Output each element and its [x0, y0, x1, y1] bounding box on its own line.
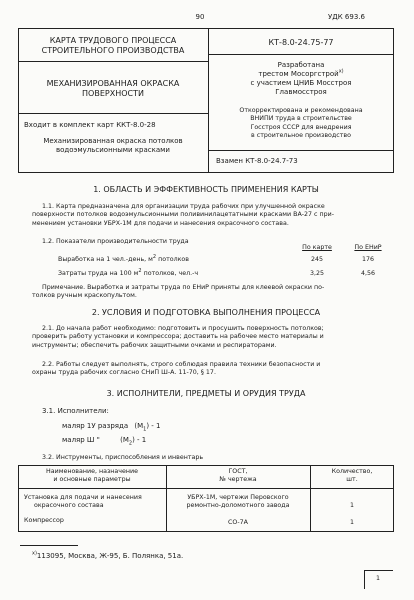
table-row: Установка для подачи и нанесения окрасочного состава — [24, 494, 142, 510]
replaces-card: Взамен КТ-8.0-24.7-73 — [216, 157, 298, 165]
header-left-row2-sep — [18, 113, 208, 114]
paragraph-1-1: 1.1. Карта предназначена для организации труда рабочих при улучшенной окраске поверхности потолков водоэмульсионными поливинилацетатными красками ВА-27 с при- менением установки УБРХ-1М для подачи и нанесения окрасочного состава. — [32, 203, 335, 227]
table-row: Компрессор — [24, 517, 64, 524]
worker-row: маляр Ш " $(М_2) - 1$ — [62, 436, 147, 447]
table-top-border — [18, 465, 394, 466]
output-by-card: 245 — [310, 256, 324, 263]
labor-cost-row-label: Затраты труда на 100 $м^2$ потолков, чел.-ч — [58, 267, 199, 277]
labor-cost-by-enir: 4,56 — [360, 270, 376, 277]
output-by-enir: 176 — [361, 256, 375, 263]
table-header-qty: Количество, шт. — [331, 468, 373, 484]
table-cell-gost: СО-7А — [228, 519, 248, 526]
table-header-border — [18, 488, 394, 489]
footnote-rule — [20, 545, 78, 546]
section3-heading: 3. ИСПОЛНИТЕЛИ, ПРЕДМЕТЫ И ОРУДИЯ ТРУДА — [106, 389, 306, 398]
header-right-row2-sep — [208, 150, 394, 151]
card-code: КТ-8.0-24.75-77 — [268, 38, 334, 47]
header-left-row1-sep — [18, 61, 208, 62]
set-title: Механизированная окраска потолков водоэмульсионными красками — [43, 137, 183, 154]
column-by-enir: По ЕНиР — [354, 244, 382, 251]
included-in-set: Входит в комплект карт ККТ-8.0-28 — [24, 121, 156, 129]
table-bottom-border — [18, 531, 394, 532]
column-by-card: По карте — [302, 244, 332, 251]
note: Примечание. Выработка и затраты труда по ЕНиР приняты для клеевой окраски по- толков ручным краскопультом. — [32, 284, 325, 300]
paragraph-3-2: 3.2. Инструменты, приспособления и инвентарь — [42, 454, 204, 461]
paragraph-1-2: 1.2. Показатели производительности труда — [42, 238, 189, 245]
worker-row: маляр 1У разряда $(М_1) - 1$ — [62, 422, 161, 433]
table-cell-qty: 1 — [349, 519, 354, 526]
page-number: 90 — [195, 13, 205, 21]
section1-heading: 1. ОБЛАСТЬ И ЭФФЕКТИВНОСТЬ ПРИМЕНЕНИЯ КАРТЫ — [93, 185, 319, 194]
paragraph-2-1: 2.1. До начала работ необходимо: подготовить и просушить поверхность потолков; проверить работу установки и компрессора; доставить на рабочее место материалы и инструменты; обеспечить рабочих защитными очками и респираторами. — [32, 325, 324, 349]
header-frame-right — [393, 28, 394, 173]
developer-block: Разработана трестом Мосоргстрой$^{x)}$ с участием ЦНИБ Мосстроя Главмосстроя — [250, 61, 352, 96]
table-header-name: Наименование, назначение и основные параметры — [46, 468, 138, 484]
section2-heading: 2. УСЛОВИЯ И ПОДГОТОВКА ВЫПОЛНЕНИЯ ПРОЦЕССА — [91, 308, 321, 317]
header-frame-divider — [208, 28, 209, 173]
paragraph-3-1: 3.1. Исполнители: — [42, 407, 109, 415]
header-frame-top — [18, 28, 394, 29]
card-type-title: КАРТА ТРУДОВОГО ПРОЦЕССА СТРОИТЕЛЬНОГО ПРОИЗВОДСТВА — [41, 36, 185, 55]
table-header-gost: ГОСТ, № чертежа — [219, 468, 257, 484]
footnote: $^{x)}$113095, Москва, Ж-95, Б. Полянка, 51а. — [32, 550, 184, 560]
table-cell-gost: УБРХ-1М, чертежи Перовского ремонтно-доломотного завода — [186, 494, 290, 510]
table-cell-qty: 1 — [349, 502, 354, 509]
paragraph-2-2: 2.2. Работы следует выполнять, строго соблюдая правила техники безопасности и охраны труда рабочих согласно СНиП Ш-А. 11-70, § 17. — [32, 361, 321, 377]
work-title: МЕХАНИЗИРОВАННАЯ ОКРАСКА ПОВЕРХНОСТИ — [46, 79, 180, 98]
header-right-row1-sep — [208, 54, 394, 55]
sheet-number: 1 — [375, 575, 380, 582]
output-row-label: Выработка на 1 чел.-день, $м^2$ потолков — [58, 253, 189, 263]
header-frame-bottom — [18, 172, 394, 173]
udk-code: УДК 693.6 — [328, 13, 365, 21]
labor-cost-by-card: 3,25 — [309, 270, 325, 277]
approval-block: Откорректирована и рекомендована ВНИПИ труда в строительстве Госстроя СССР для внедрения в строительное производство — [239, 107, 363, 140]
